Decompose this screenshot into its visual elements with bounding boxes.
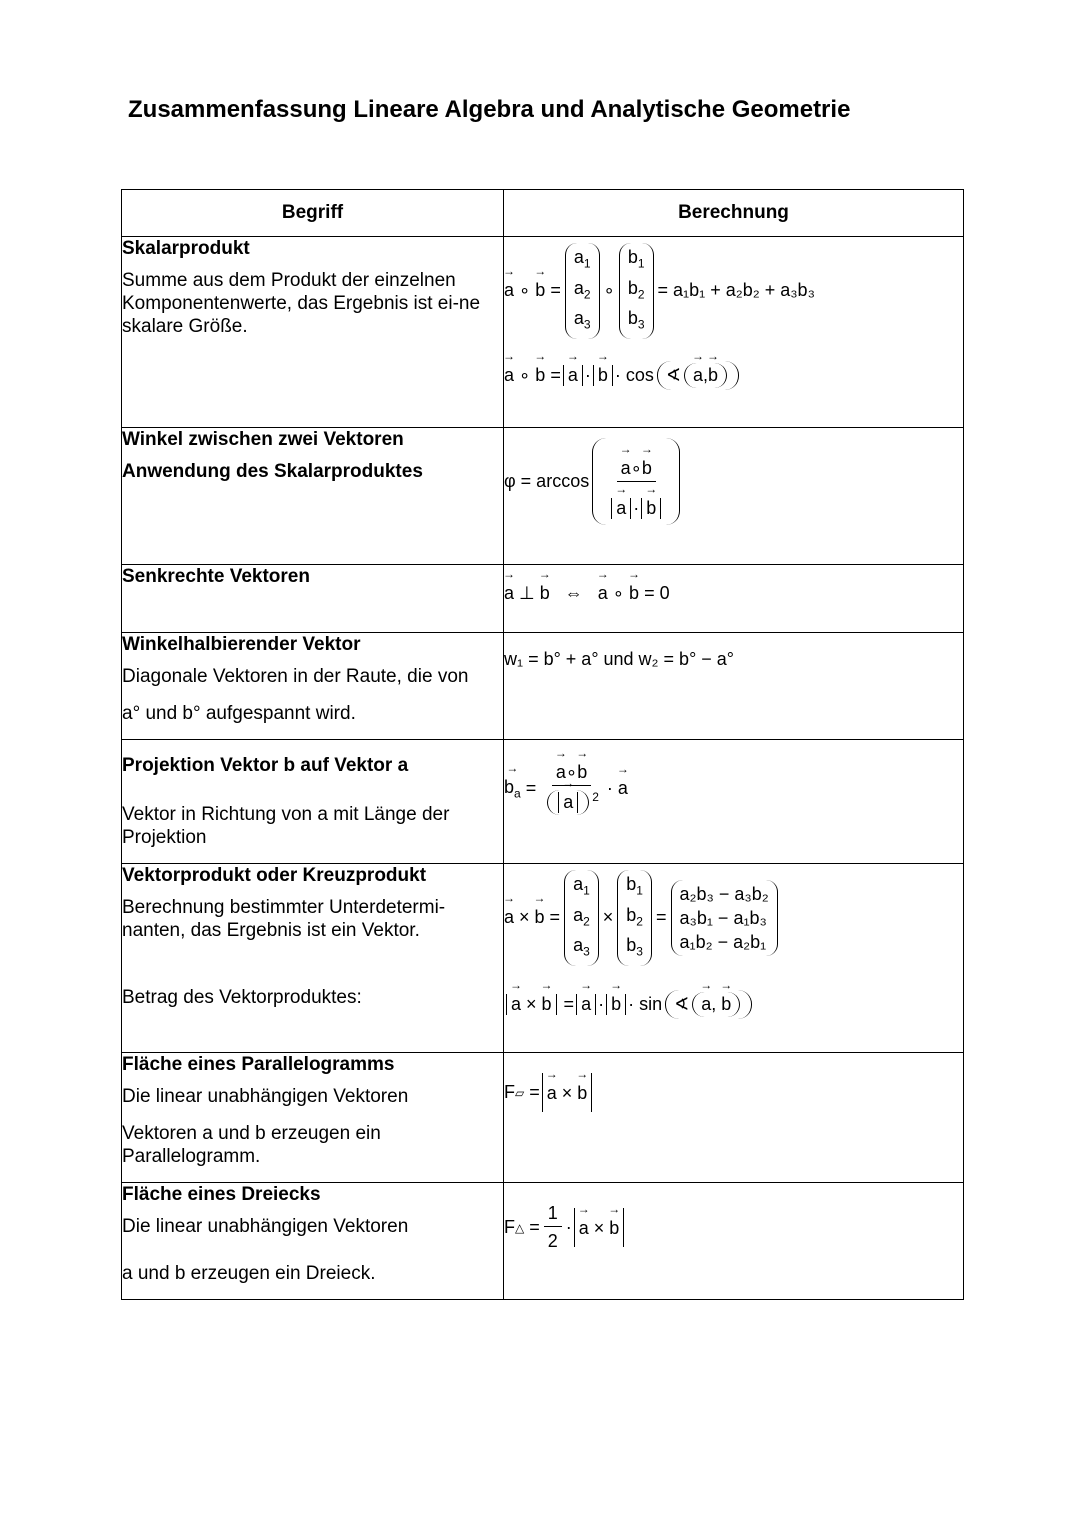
row-triangle — [122, 1183, 964, 1300]
parallelogram-text2: Vektoren a und b erzeugen ein Parallelogramm. — [122, 1123, 381, 1167]
row-angle — [122, 428, 964, 565]
triangle-formula: F △ = $\frac{1}{2}$ · → a × → b — [504, 1203, 963, 1252]
triangle-heading: Fläche eines Dreiecks — [122, 1184, 321, 1205]
row-cross — [122, 864, 964, 1053]
angle-heading: Winkel zwischen zwei Vektoren — [122, 429, 404, 450]
parallelogram-heading: Fläche eines Parallelogramms — [122, 1054, 395, 1075]
header-term: Begriff — [122, 190, 504, 237]
bisector-heading: Winkelhalbierender Vektor — [122, 634, 361, 655]
projection-heading: Projektion Vektor b auf Vektor a — [122, 755, 409, 776]
angle-formula: φ = arccos → a∘→ b → a ·→ b — [504, 438, 963, 525]
cross-abs-label: Betrag des Vektorproduktes: — [122, 987, 362, 1008]
triangle-text: Die linear unabhängigen Vektoren — [122, 1216, 409, 1237]
perp-heading: Senkrechte Vektoren — [122, 566, 310, 587]
triangle-text2: a und b erzeugen ein Dreieck. — [122, 1263, 376, 1284]
parallelogram-formula: F ▱ = → a × → b — [504, 1073, 963, 1112]
scalar-rhs: = a₁b₁ + a₂b₂ + a₃b₃ — [657, 280, 815, 301]
bisector-text2: a° und b° aufgespannt wird. — [122, 703, 356, 724]
angle-sub: Anwendung des Skalarproduktes — [122, 461, 423, 482]
scalar-formula-components: → a ∘ → b = $a_1$ $a_2$ $a_3$ ∘ $b_1$ $b_2$ $b_3$ = a₁b₁ + a₂b₂ + a₃b₃ — [504, 243, 963, 339]
row-projection — [122, 740, 964, 864]
summary-table — [121, 189, 964, 1300]
scalar-heading: Skalarprodukt — [122, 238, 250, 259]
row-scalar — [122, 237, 964, 428]
row-bisector — [122, 633, 964, 740]
scalar-text: Summe aus dem Produkt der einzelnen Komponentenwerte, das Ergebnis ist ei-ne skalare Größe. — [122, 270, 481, 337]
scalar-formula-cos: → a ∘ → b = → a · → b · cos ∢→ a,→ b — [504, 361, 963, 390]
header-row — [122, 190, 964, 237]
page-title: Zusammenfassung Lineare Algebra und Analytische Geometrie — [128, 96, 851, 123]
row-perp — [122, 565, 964, 633]
cross-heading: Vektorprodukt oder Kreuzprodukt — [122, 865, 427, 886]
cross-text: Berechnung bestimmter Unterdetermi-nanten, das Ergebnis ist ein Vektor. — [122, 897, 446, 941]
bisector-formula: w₁ = b° + a° und w₂ = b° − a° — [504, 649, 734, 669]
header-calc: Berechnung — [504, 190, 964, 237]
perp-formula: → a ⊥ → b ⇔ → a ∘ → b = 0 — [504, 583, 963, 604]
cross-abs-formula: → a × → b = → a · → b · sin ∢→ a, → b — [504, 990, 963, 1019]
cross-formula: → a × → b = $a_1$ $a_2$ $a_3$ × $b_1$ $b_2$ $b_3$ = a₂b₃ − a₃b₂ a₃b₁ − a₁b₃ a₁b₂ − a₂b₁ — [504, 870, 963, 966]
row-parallelogram — [122, 1053, 964, 1183]
parallelogram-text: Die linear unabhängigen Vektoren — [122, 1086, 409, 1107]
projection-formula: → $b_a$ = → a∘→ b → a $^2$ · → a — [504, 762, 963, 815]
bisector-text: Diagonale Vektoren in der Raute, die von — [122, 666, 469, 687]
projection-text: Vektor in Richtung von a mit Länge der Projektion — [122, 804, 450, 848]
